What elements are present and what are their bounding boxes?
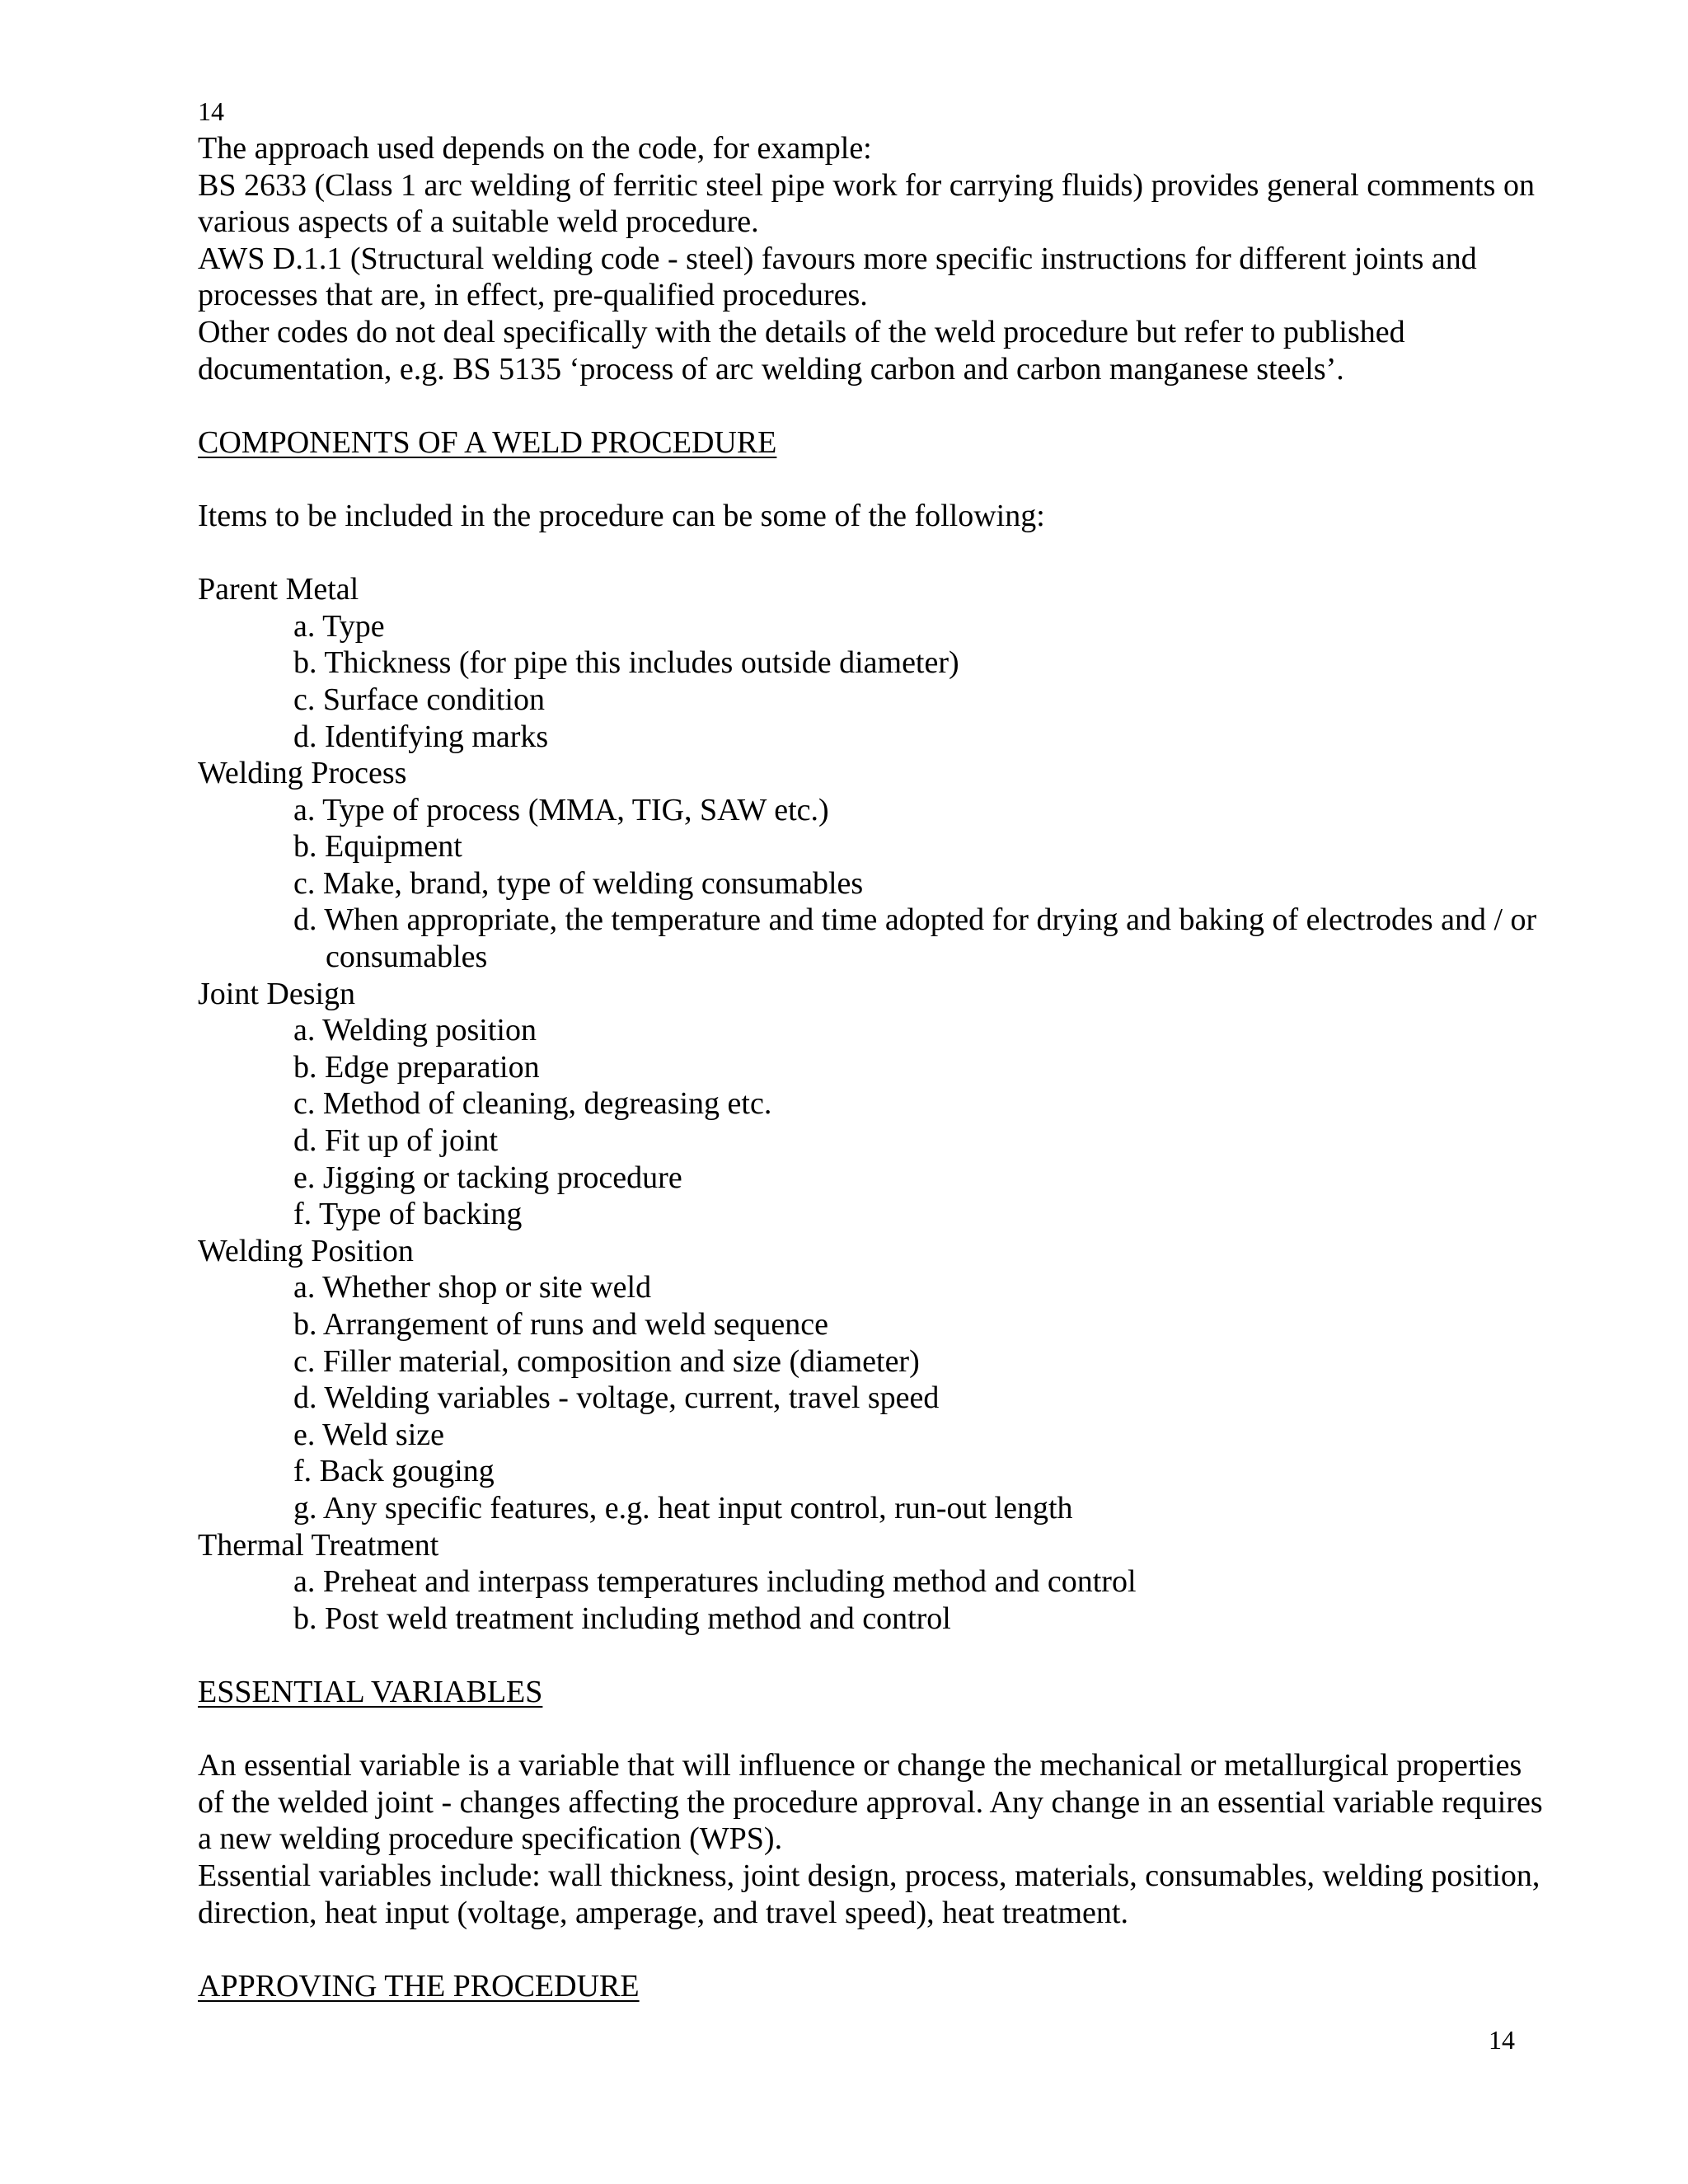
list-item: b. Equipment	[293, 829, 462, 865]
page-number-bottom: 14	[1489, 2025, 1515, 2055]
group-title-joint-design: Joint Design	[198, 976, 356, 1011]
list-item: b. Edge preparation	[293, 1049, 540, 1085]
list-item: c. Surface condition	[293, 682, 545, 717]
section-heading-components: COMPONENTS OF A WELD PROCEDURE	[198, 424, 777, 460]
list-item: f. Type of backing	[293, 1197, 523, 1232]
list-item: g. Any specific features, e.g. heat input control, run-out length	[293, 1490, 1073, 1526]
intro-paragraph-bs2633: BS 2633 (Class 1 arc welding of ferritic steel pipe work for carrying fluids) provides general comments on various aspects of a suitable weld procedure.	[198, 167, 1535, 240]
list-item: e. Jigging or tacking procedure	[293, 1160, 682, 1195]
section-heading-essential-variables: ESSENTIAL VARIABLES	[198, 1674, 543, 1709]
page-content	[198, 92, 1550, 2004]
components-lead: Items to be included in the procedure can be some of the following:	[198, 498, 1045, 533]
list-item: d. Welding variables - voltage, current, travel speed	[293, 1380, 940, 1416]
group-title-parent-metal: Parent Metal	[198, 572, 359, 607]
spacer	[198, 1711, 1550, 1748]
item-list-welding-position	[198, 1269, 1550, 1526]
list-item: b. Thickness (for pipe this includes outside diameter)	[293, 645, 959, 681]
list-item: d. When appropriate, the temperature and time adopted for drying and baking of electrodes and / or consumables	[293, 902, 1537, 975]
spacer	[198, 1931, 1550, 1968]
item-list-parent-metal	[198, 608, 1550, 755]
intro-line: The approach used depends on the code, for example:	[198, 131, 872, 166]
list-item: a. Preheat and interpass temperatures including method and control	[293, 1564, 1137, 1600]
group-title-thermal-treatment: Thermal Treatment	[198, 1527, 439, 1563]
spacer	[198, 1637, 1550, 1674]
spacer	[198, 461, 1550, 498]
list-item: b. Arrangement of runs and weld sequence	[293, 1307, 828, 1342]
list-item: a. Type	[293, 608, 385, 644]
list-item: c. Method of cleaning, degreasing etc.	[293, 1086, 772, 1122]
group-title-welding-process: Welding Process	[198, 756, 407, 791]
list-item: d. Fit up of joint	[293, 1123, 499, 1159]
item-list-thermal-treatment	[198, 1563, 1550, 1637]
spacer	[198, 387, 1550, 424]
intro-paragraph-other-codes: Other codes do not deal specifically with the details of the weld procedure but refer to published documentation, e.g. BS 5135 ‘process of arc welding carbon and carbon manganese steels’.	[198, 314, 1405, 387]
spacer	[198, 535, 1550, 572]
list-item: d. Identifying marks	[293, 719, 549, 754]
list-item: c. Filler material, composition and size (diameter)	[293, 1343, 920, 1379]
list-item: b. Post weld treatment including method and control	[293, 1601, 951, 1636]
list-item: c. Make, brand, type of welding consumables	[293, 865, 864, 901]
item-list-welding-process	[198, 792, 1550, 976]
intro-paragraph-aws: AWS D.1.1 (Structural welding code - steel) favours more specific instructions for different joints and processes that are, in effect, pre-qualified procedures.	[198, 241, 1477, 313]
list-item: a. Type of process (MMA, TIG, SAW etc.)	[293, 792, 829, 827]
section-heading-approving: APPROVING THE PROCEDURE	[198, 1968, 640, 2004]
list-item: e. Weld size	[293, 1417, 445, 1452]
group-title-welding-position: Welding Position	[198, 1233, 414, 1268]
item-list-joint-design	[198, 1012, 1550, 1233]
list-item: a. Whether shop or site weld	[293, 1270, 652, 1305]
essential-paragraph-definition: An essential variable is a variable that will influence or change the mechanical or metallurgical properties of the welded joint - changes affecting the procedure approval. Any change in an essential variable requires a new welding procedure specification (WPS).	[198, 1748, 1543, 1857]
list-item: a. Welding position	[293, 1013, 537, 1048]
essential-paragraph-list: Essential variables include: wall thickness, joint design, process, materials, consumables, welding position, direction, heat input (voltage, amperage, and travel speed), heat treatment.	[198, 1858, 1540, 1930]
page-number-top: 14	[198, 96, 224, 126]
list-item: f. Back gouging	[293, 1454, 495, 1489]
